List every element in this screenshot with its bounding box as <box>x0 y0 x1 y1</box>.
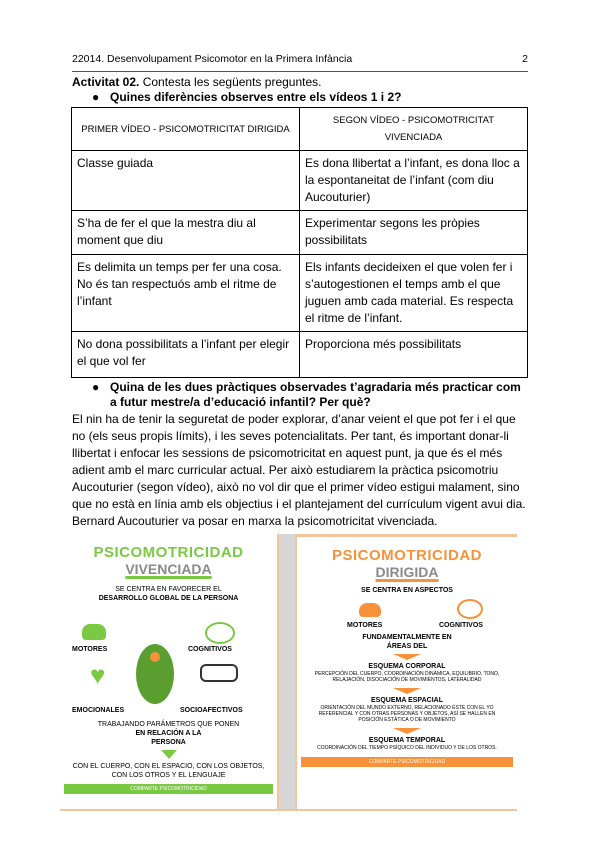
handshake-icon <box>200 664 238 682</box>
table-row <box>72 151 528 211</box>
hands-icon <box>359 603 381 617</box>
label-cognitivos: COGNITIVOS <box>188 646 232 653</box>
activity-instruction: Contesta les següents preguntes. <box>139 75 322 89</box>
area-name: ESQUEMA CORPORAL <box>368 663 446 670</box>
chevron-down-icon <box>393 688 421 694</box>
activity-title: Activitat 02. <box>72 75 140 89</box>
table-cell: S’ha de fer el que la mestra diu al moment que diu <box>72 211 300 255</box>
table-cell: No dona possibilitats a l’infant per elegir el que vol fer <box>72 332 300 378</box>
infographic-title: PSICOMOTRICIDAD <box>93 544 244 561</box>
left-lower-section <box>60 720 277 794</box>
bullet-icon: ● <box>92 90 100 104</box>
activity-heading <box>72 75 528 90</box>
brain-icon <box>457 599 483 619</box>
header-divider <box>72 71 528 72</box>
infographic-dirigida <box>295 534 517 809</box>
table-cell: Proporciona més possibilitats <box>300 332 528 378</box>
fundamental-text: FUNDAMENTALMENTE EN ÁREAS DEL <box>362 634 452 650</box>
intro-text: SE CENTRA EN FAVORECER EL <box>115 586 222 593</box>
closing-text: CON EL CUERPO, CON EL ESPACIO, CON LOS OBJETOS, CON LOS OTROS Y EL LENGUAJE <box>72 763 265 779</box>
area-name: ESQUEMA ESPACIAL <box>371 697 443 704</box>
column-header: PRIMER VÍDEO - PSICOMOTRICITAT DIRIGIDA <box>72 108 300 151</box>
label-emocionales: EMOCIONALES <box>72 707 125 714</box>
chevron-down-icon <box>393 728 421 734</box>
question-2 <box>72 380 528 410</box>
question-1 <box>72 90 528 105</box>
question-1-text: Quines diferències observes entre els vídeos 1 i 2? <box>110 90 402 104</box>
label-cognitivos: COGNITIVOS <box>439 622 483 629</box>
image-bottom-border <box>60 809 517 811</box>
person-logo-icon <box>136 644 174 704</box>
hands-icon <box>82 624 106 640</box>
area-name: ESQUEMA TEMPORAL <box>368 737 446 744</box>
answer-paragraph: El nin ha de tenir la seguretat de poder explorar, d’anar veient el que pot fer i el que no (els seus propis límits), i les seves potencialitats. Per tant, és important donar-li llibertat i enfocar les sessions de psicomotricitat en aquest punt, ja que és el més adient amb el marc curricular actual. Per això estudiarem la pràctica psicomotriu Aucouturier (segon vídeo), això no vol dir que el primer vídeo estigui malament, sino que no està en línia amb els objectius i el plantejament del currículum vigent avui dia. Bernard Aucouturier va posar en marxa la psicomotricitat vivenciada. <box>72 412 526 528</box>
area-desc: PERCEPCIÓN DEL CUERPO, COORDINACIÓN DINÁMICA, EQUILIBRIO, TONO, RELAJACIÓN, DISOCIACIÓN DE MOVIMIENTOS, LATERALIDAD <box>314 671 500 683</box>
table-row <box>72 332 528 378</box>
infographic-vivenciada <box>60 534 279 809</box>
relation-text <box>60 720 277 747</box>
intro-bold: DESARROLLO GLOBAL DE LA PERSONA <box>98 595 239 602</box>
intro-text: SE CENTRA EN ASPECTOS <box>361 587 453 594</box>
brain-icon <box>205 622 235 644</box>
label-motores: MOTORES <box>347 622 383 629</box>
image-gap <box>279 534 295 809</box>
area-desc: ORIENTACIÓN DEL MUNDO EXTERNO, RELACIONADO ÉSTE CON EL YO REFERENCIAL Y CON OTRAS PERSONAS Y OBJETOS, ASÍ SE HALLEN EN POSICIÓN ESTÁTICA O DE MOVIMIENTO <box>318 705 496 723</box>
table-header-row <box>72 108 528 151</box>
heart-icon: ♥ <box>90 660 106 690</box>
down-arrow-icon <box>161 750 177 759</box>
table-cell: Experimentar segons les pròpies possibilitats <box>300 211 528 255</box>
table-cell: Es dona llibertat a l’infant, es dona lloc a la espontaneitat de l’infant (com diu Aucouturier) <box>300 151 528 211</box>
relation-person: PERSONA <box>151 739 186 746</box>
infographic-footer: COMPARTE PSICOMOTRICIDAD <box>64 784 273 794</box>
infographic-subtitle: VIVENCIADA <box>125 561 212 577</box>
chevron-down-icon <box>393 654 421 660</box>
infographic-subtitle: DIRIGIDA <box>375 564 439 580</box>
table-cell: Es delimita un temps per fer una cosa. No és tan respectuós amb el ritme de l’infant <box>72 255 300 332</box>
area-desc: COORDINACIÓN DEL TIEMPO PSÍQUICO DEL INDIVIDUO Y DE LOS OTROS. <box>317 745 497 751</box>
bullet-icon: ● <box>92 380 100 394</box>
table-row <box>72 211 528 255</box>
page-number: 2 <box>522 53 528 65</box>
page-content <box>72 52 528 811</box>
infographic-footer: COMPARTE PSICOMOTRICIDAD <box>301 757 513 767</box>
page-header <box>72 52 528 66</box>
comparison-table <box>71 107 528 378</box>
infographic-title: PSICOMOTRICIDAD <box>332 547 482 564</box>
label-motores: MOTORES <box>72 646 108 653</box>
infographics <box>60 534 517 811</box>
course-title: 22014. Desenvolupament Psicomotor en la Primera Infància <box>72 53 353 65</box>
question-2-text: Quina de les dues pràctiques observades t’agradaria més practicar com a futur mestre/a d’educació infantil? Per què? <box>110 380 521 409</box>
table-row <box>72 255 528 332</box>
table-cell: Els infants decideixen el que volen fer i s’autogestionen el temps amb el que juguen amb cada material. Es respecta el ritme de l’infant. <box>300 255 528 332</box>
label-socioafectivos: SOCIOAFECTIVOS <box>180 707 243 714</box>
relation-line: TRABAJANDO PARÁMETROS QUE PONEN <box>97 721 240 728</box>
column-header: SEGON VÍDEO - PSICOMOTRICITAT VIVENCIADA <box>300 108 528 151</box>
table-cell: Classe guiada <box>72 151 300 211</box>
areas-list <box>297 633 517 767</box>
relation-bold: EN RELACIÓN A LA <box>135 730 202 737</box>
